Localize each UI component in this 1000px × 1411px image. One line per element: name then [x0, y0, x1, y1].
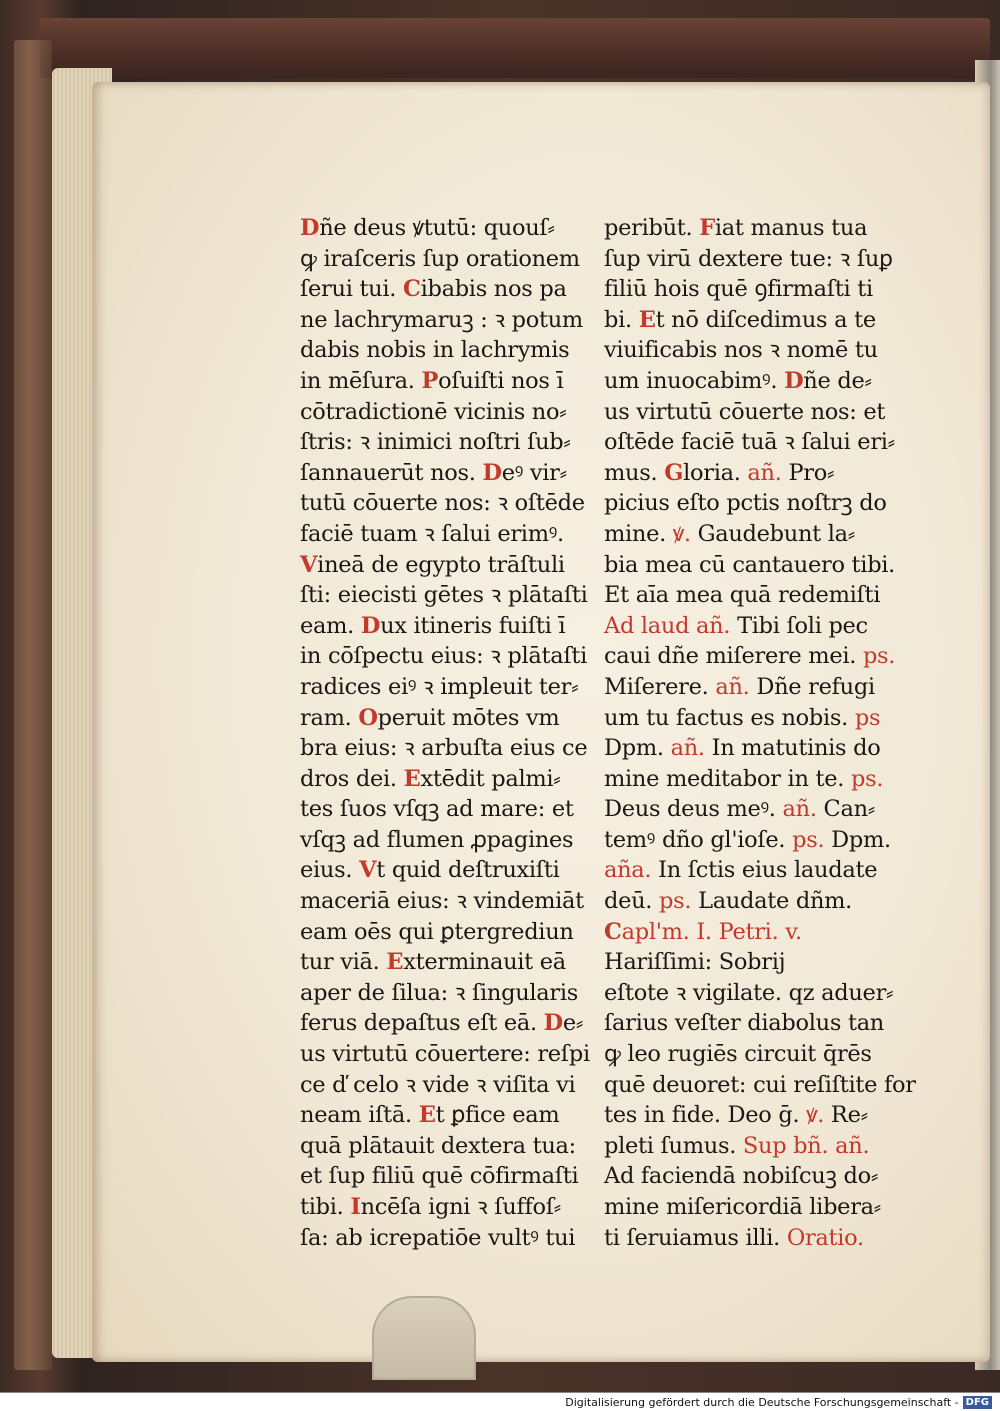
text-run: ñe deus ꝟtutū: quouſ⸗	[319, 215, 555, 241]
text-run: eſtote ꝛ vigilate. qz aduer⸗	[604, 979, 894, 1006]
text-run: xtēdit palmi⸗	[420, 765, 561, 792]
text-line	[300, 794, 582, 825]
text-run: t quid deſtruxiſti	[376, 857, 560, 884]
text-line	[604, 580, 882, 611]
text-run: neam iſtā.	[300, 1102, 419, 1129]
text-line	[300, 1039, 590, 1070]
text-run: loria.	[683, 459, 748, 486]
text-run: ñe de⸗	[803, 367, 872, 394]
text-run: ꝙ leo rugiēs circuit q̄rēs	[604, 1041, 872, 1068]
dfg-logo: DFG	[963, 1396, 992, 1409]
text-run: ne lachrymaruꝫ : ꝛ potum	[300, 306, 583, 333]
text-run: Deus deus meꝰ.	[604, 796, 783, 823]
text-line	[604, 213, 882, 244]
text-run: Laudate dñm.	[691, 888, 853, 915]
text-line	[604, 427, 895, 458]
text-run: In ſctis eius laudate	[651, 857, 878, 884]
text-line	[604, 335, 882, 366]
text-run: xterminauit eā	[403, 949, 566, 976]
text-line	[604, 1131, 882, 1162]
text-line	[604, 1070, 916, 1101]
text-run: bra eius: ꝛ arbuſta eius ce	[300, 735, 588, 762]
text-line	[300, 703, 582, 734]
text-run: ſerui tui.	[300, 276, 403, 303]
text-line	[604, 703, 882, 734]
text-run: eius.	[300, 857, 360, 884]
text-line	[300, 1131, 582, 1162]
text-line	[604, 733, 882, 764]
text-run: picius eſto pctis noſtrꝫ do	[604, 490, 887, 517]
text-run: e⸗	[562, 1010, 584, 1037]
text-run: eam oēs qui ꝑtergrediun	[300, 918, 574, 945]
text-run: t nō diſcedimus a te	[655, 306, 876, 333]
text-run: eam.	[300, 612, 361, 639]
text-line	[604, 764, 882, 795]
initial-capital: D	[300, 215, 320, 241]
rubric-text: añ.	[670, 735, 705, 762]
initial-capital: E	[403, 765, 421, 792]
text-run: oſtēde faciē tuā ꝛ ſalui eri⸗	[604, 429, 895, 456]
text-run: Dpm.	[824, 826, 891, 853]
text-line	[300, 366, 582, 397]
text-run: Hariſſimi: Sobrij	[604, 949, 786, 976]
text-run: ram.	[300, 704, 359, 731]
text-run: Et aīa mea quā redemiſti	[604, 582, 881, 609]
text-run: ſarius veſter diabolus tan	[604, 1010, 884, 1037]
text-line	[604, 366, 882, 397]
text-line	[300, 825, 582, 856]
text-line	[604, 1008, 882, 1039]
text-run: ce ď celo ꝛ vide ꝛ viſita vi	[300, 1071, 576, 1098]
initial-capital: V	[300, 551, 318, 578]
rubric-text: ps	[854, 704, 881, 731]
rubric-text: Ad laud añ.	[604, 612, 731, 639]
text-line	[604, 1161, 882, 1192]
text-run: Can⸗	[816, 796, 875, 823]
text-run: viuificabis nos ꝛ nomē tu	[604, 337, 878, 364]
text-line	[300, 244, 582, 275]
rubric-text: añ.	[747, 459, 782, 486]
rubric-text: añ.	[715, 673, 750, 700]
text-line	[604, 550, 896, 581]
text-run: pleti ſumus.	[604, 1132, 743, 1159]
text-run: tibi.	[300, 1194, 351, 1220]
initial-capital: V	[359, 857, 377, 884]
text-line	[300, 641, 588, 672]
initial-capital: G	[664, 459, 684, 486]
text-run: Gaudebunt la⸗	[690, 520, 855, 547]
text-line	[300, 488, 585, 519]
text-run: us virtutū cōuerte nos: et	[604, 398, 886, 425]
text-run: ferus depaſtus eſt eā.	[300, 1010, 544, 1037]
text-run: Tibi ſoli pec	[730, 612, 868, 639]
text-run: tes in fide. Deo ḡ.	[604, 1102, 807, 1129]
text-line	[604, 1223, 882, 1254]
text-line	[300, 672, 582, 703]
text-line	[604, 611, 882, 642]
spine-wear	[14, 40, 52, 1370]
rubric-text: Sup bñ. añ.	[742, 1132, 870, 1159]
text-run: Miſerere.	[604, 673, 716, 700]
text-run: ſup virū dextere tue: ꝛ ſuꝑ	[604, 245, 893, 272]
text-run: aper de ſilua: ꝛ ſingularis	[300, 979, 579, 1006]
text-line	[604, 488, 887, 519]
initial-capital: F	[699, 215, 715, 241]
text-column-left	[300, 213, 590, 1253]
page-tab	[372, 1296, 476, 1380]
text-run: ineā de egypto trāſtuli	[317, 551, 565, 578]
text-run: ti ſeruiamus illi.	[604, 1224, 787, 1251]
text-line	[300, 519, 582, 550]
text-run: caui dñe miſerere mei.	[604, 643, 863, 670]
footer-bar	[0, 1392, 1000, 1411]
text-run: ſannauerūt nos.	[300, 459, 483, 486]
text-line	[300, 1161, 582, 1192]
text-run: mine meditabor in te.	[604, 765, 851, 792]
initial-capital: C	[402, 276, 421, 303]
text-line	[300, 458, 582, 489]
text-run: radices eiꝰ ꝛ impleuit ter⸗	[300, 673, 579, 700]
text-run: mus.	[604, 459, 665, 486]
text-run: eꝰ vir⸗	[501, 459, 567, 486]
text-line	[300, 274, 582, 305]
cover-top-edge	[40, 18, 990, 78]
footer-credit: Digitalisierung gefördert durch die Deutsche Forschungsgemeinschaft -	[565, 1395, 959, 1409]
text-run: temꝰ dño gl'ioſe.	[604, 826, 793, 853]
initial-capital: D	[543, 1010, 563, 1037]
text-line	[300, 1100, 582, 1131]
text-run: ncēſa igni ꝛ ſuffoſ⸗	[360, 1194, 561, 1220]
text-run: et ſup filiū quē cōfirmaſti	[300, 1163, 579, 1190]
text-run: Dñe refugi	[749, 673, 875, 700]
text-line	[300, 335, 582, 366]
text-line	[604, 458, 882, 489]
text-run: in mēſura.	[300, 367, 422, 394]
rubric-text: ps.	[862, 643, 896, 670]
text-line	[604, 917, 882, 948]
text-run: oſuiſti nos ī	[438, 367, 564, 394]
initial-capital: E	[638, 306, 656, 333]
text-line	[604, 672, 882, 703]
text-line	[300, 764, 582, 795]
text-line	[604, 886, 882, 917]
text-run: bia mea cū cantauero tibi.	[604, 551, 896, 578]
text-run: In matutinis do	[704, 735, 881, 762]
text-line	[300, 947, 582, 978]
text-run: t ꝑfice eam	[435, 1102, 560, 1129]
text-line	[604, 244, 893, 275]
text-run: peribūt.	[604, 215, 700, 241]
text-line	[604, 641, 896, 672]
text-line	[300, 855, 582, 886]
text-run: ux itineris fuiſti ī	[380, 612, 566, 639]
initial-capital: O	[358, 704, 378, 731]
rubric-text: aña.	[604, 857, 652, 884]
text-line	[604, 794, 882, 825]
text-line	[604, 978, 894, 1009]
rubric-text: añ.	[782, 796, 817, 823]
rubric-text: ps.	[850, 765, 884, 792]
text-run: maceriā eius: ꝛ vindemiāt	[300, 888, 584, 915]
initial-capital: E	[386, 949, 404, 976]
text-line	[300, 397, 582, 428]
text-run: ibabis nos pa	[420, 276, 567, 303]
text-line	[604, 519, 882, 550]
text-line	[300, 611, 582, 642]
text-line	[604, 274, 882, 305]
text-run: quē deuoret: cui reſiſtite for	[604, 1071, 916, 1098]
text-line	[604, 305, 882, 336]
text-run: cōtradictionē vicinis no⸗	[300, 398, 567, 425]
text-run: mine.	[604, 520, 673, 547]
text-run: Dpm.	[604, 735, 671, 762]
text-run: tes ſuos vſqꝫ ad mare: et	[300, 796, 574, 823]
text-line	[300, 550, 582, 581]
initial-capital: D	[482, 459, 502, 486]
text-run: mine miſericordiā libera⸗	[604, 1194, 881, 1220]
text-run: tutū cōuerte nos: ꝛ oſtēde	[300, 490, 585, 517]
text-line	[300, 1192, 582, 1223]
text-column-right	[604, 213, 916, 1253]
text-line	[604, 1192, 882, 1223]
rubric-text: ꝟ.	[806, 1102, 825, 1129]
initial-capital: I	[350, 1194, 361, 1220]
text-run: iat manus tua	[714, 215, 868, 241]
text-run: us virtutū cōuertere: reſpi	[300, 1041, 590, 1068]
text-run: Ad faciendā nobiſcuꝫ do⸗	[604, 1163, 879, 1190]
text-line	[300, 1223, 582, 1254]
text-run: ſti: eiecisti gētes ꝛ plātaſti	[300, 582, 588, 609]
text-run: filiū hois quē ꝯfirmaſti ti	[604, 276, 873, 303]
initial-capital: E	[418, 1102, 436, 1129]
text-run: deū.	[604, 888, 660, 915]
text-line	[604, 947, 882, 978]
text-run: um inuocabimꝰ.	[604, 367, 785, 394]
initial-capital: C	[604, 918, 622, 945]
text-line	[300, 580, 588, 611]
text-line	[300, 1070, 582, 1101]
text-run: faciē tuam ꝛ ſalui erimꝰ.	[300, 520, 564, 547]
text-run: dros dei.	[300, 765, 404, 792]
text-line	[300, 917, 582, 948]
text-run: quā plātauit dextera tua:	[300, 1132, 576, 1159]
rubric-text: Oratio.	[786, 1224, 864, 1251]
text-run: um tu factus es nobis.	[604, 704, 855, 731]
text-run: bi.	[604, 306, 639, 333]
text-line	[300, 886, 582, 917]
text-run: ſa: ab icrepatiōe vultꝰ tui	[300, 1224, 576, 1251]
text-run: ꝙ iraſceris ſup orationem	[300, 245, 580, 272]
text-run: dabis nobis in lachrymis	[300, 337, 570, 364]
initial-capital: P	[421, 367, 439, 394]
rubric-text: ps.	[792, 826, 825, 853]
text-run: Re⸗	[824, 1102, 868, 1129]
text-run: in cōſpectu eius: ꝛ plātaſti	[300, 643, 588, 670]
text-line	[604, 855, 882, 886]
text-run: ſtris: ꝛ inimici noſtri ſub⸗	[300, 429, 571, 456]
text-run: Pro⸗	[781, 459, 835, 486]
initial-capital: D	[360, 612, 381, 639]
text-line	[300, 1008, 582, 1039]
text-run: tur viā.	[300, 949, 387, 976]
rubric-text: apl'm. I. Petri. v.	[621, 918, 802, 945]
text-line	[604, 1039, 882, 1070]
initial-capital: D	[784, 367, 804, 394]
text-run: peruit mōtes vm	[377, 704, 560, 731]
text-line	[300, 978, 582, 1009]
text-line	[604, 397, 886, 428]
text-line	[300, 213, 582, 244]
rubric-text: ps.	[659, 888, 692, 915]
rubric-text: ꝟ.	[672, 520, 691, 547]
text-line	[300, 427, 582, 458]
text-line	[604, 825, 891, 856]
text-line	[300, 733, 588, 764]
text-line	[300, 305, 582, 336]
text-line	[604, 1100, 882, 1131]
text-run: vſqꝫ ad flumen ꝓpagines	[300, 826, 574, 853]
